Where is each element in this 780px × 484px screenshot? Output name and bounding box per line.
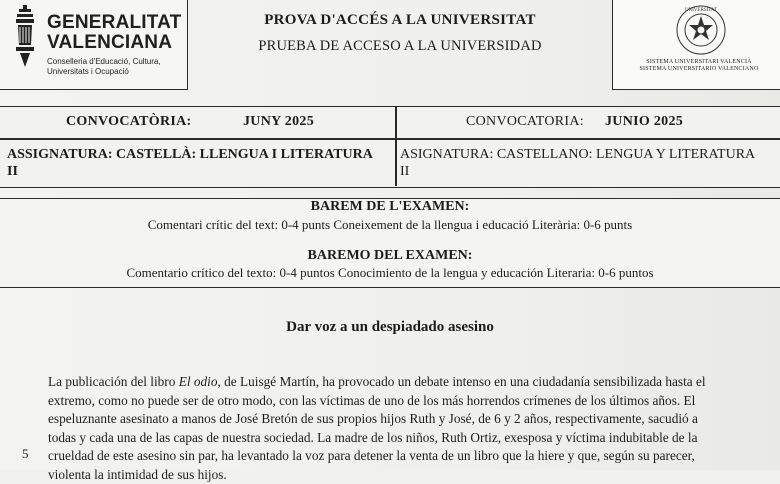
- generalitat-logo-box: [0, 0, 188, 90]
- text-line-2: extremo, como no puede ser de otro modo, con las víctimas de uno de los más horrendos crímenes de los últimos años. El: [48, 392, 774, 411]
- exam-title-spanish: PRUEBA DE ACCESO A LA UNIVERSIDAD: [190, 38, 610, 55]
- barem-title-es: BAREMO DEL EXAMEN:: [0, 248, 780, 264]
- subject-valencian: ASSIGNATURA: CASTELLÀ: LLENGUA I LITERATURA II: [7, 146, 373, 180]
- barem-title-va: BAREM DE L'EXAMEN:: [0, 199, 780, 215]
- text-body: [48, 373, 774, 484]
- line-number: 5: [22, 446, 29, 462]
- text-line-1: La publicación del libro El odio, de Luisgé Martín, ha provocado un debate intenso en una ciudadanía sensibilizada hasta el: [48, 373, 774, 392]
- conselleria-name: Conselleria d'Educació, Cultura, Universitats i Ocupació: [47, 57, 161, 77]
- text-line-4: todas y cada una de las capas de nuestra sociedad. La madre de los niños, Ruth Ortiz, exesposa y víctima indubitable de la: [48, 429, 774, 448]
- text-title: Dar voz a un despiadado asesino: [0, 319, 780, 336]
- university-seal-icon: [671, 3, 731, 57]
- generalitat-name: GENERALITAT VALENCIANA: [47, 13, 182, 53]
- convocatoria-value-es: JUNIO 2025: [605, 114, 683, 130]
- university-logo-box: [612, 0, 780, 90]
- seal-text: UNIVERSITAT: [685, 8, 717, 13]
- exam-title-valencian: PROVA D'ACCÉS A LA UNIVERSITAT: [190, 12, 610, 29]
- convocatoria-label-es: CONVOCATORIA:: [466, 114, 584, 130]
- barem-line-es: Comentario crítico del texto: 0-4 puntos Conocimiento de la lengua y educación Literaria: 0-6 puntos: [0, 265, 780, 281]
- university-system-name: SISTEMA UNIVERSITARI VALENCIÀ SISTEMA UNIVERSITARIO VALENCIANO: [613, 59, 780, 72]
- text-line-5: crueldad de este asesino sin par, ha levantado la voz para detener la venta de un libro que la hiere y que, según su parecer,: [48, 447, 774, 466]
- subject-spanish: ASIGNATURA: CASTELLANO: LENGUA Y LITERATURA II: [400, 146, 755, 180]
- table-divider-vertical: [395, 106, 397, 186]
- barem-line-va: Comentari crític del text: 0-4 punts Coneixement de la llengua i educació Literària: 0-6 punts: [0, 217, 780, 233]
- text-line-6: violenta la intimidad de sus hijos.: [48, 466, 774, 484]
- convocatoria-label-va: CONVOCATÒRIA:: [66, 114, 191, 130]
- text-line-3: espeluznante asesinato a manos de José Bretón de sus propios hijos Ruth y José, de 6 y 2 años, respectivamente, sacudió a: [48, 410, 774, 429]
- convocatoria-value-va: JUNY 2025: [243, 114, 314, 130]
- exam-header: [190, 12, 610, 55]
- book-title: El odio: [179, 374, 218, 389]
- generalitat-emblem-icon: [14, 5, 42, 69]
- table-divider-horizontal: [0, 138, 780, 140]
